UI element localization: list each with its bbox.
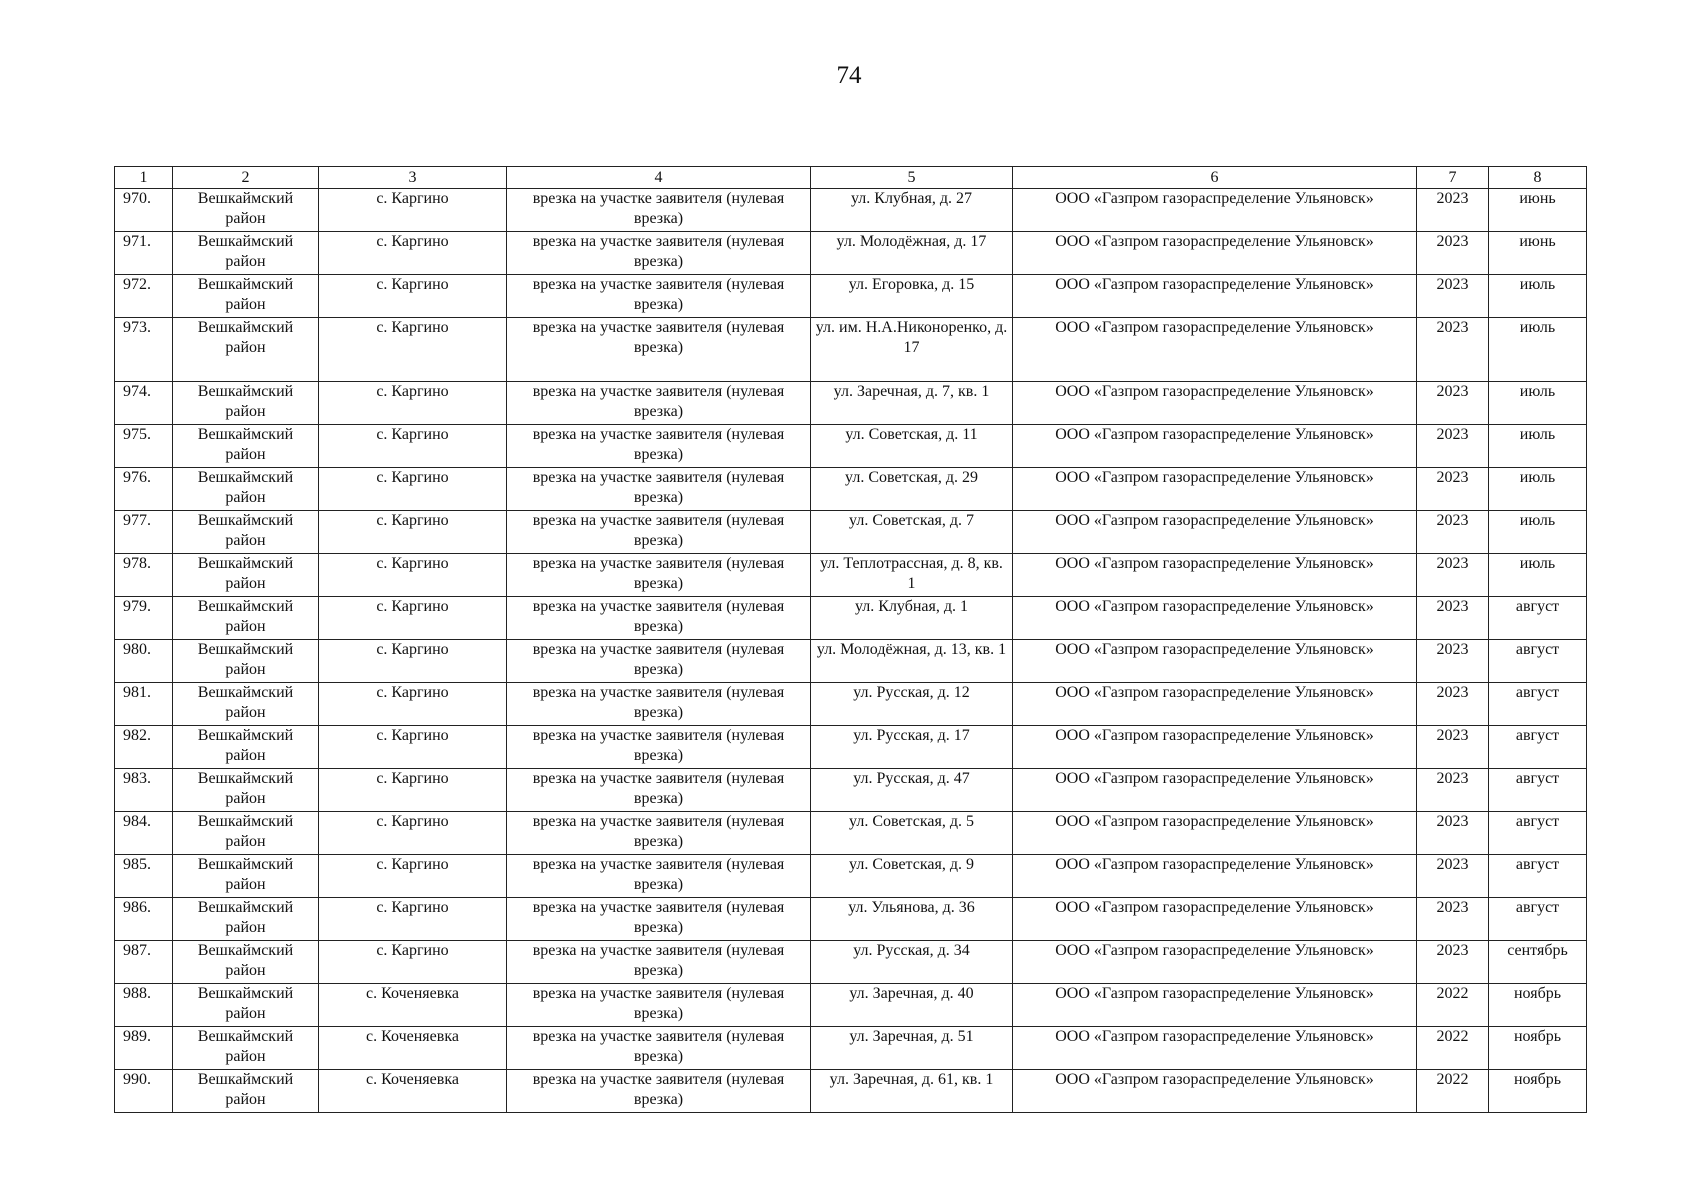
table-row — [115, 318, 1587, 382]
organization-cell: ООО «Газпром газораспределение Ульяновск» — [1013, 232, 1417, 275]
address-cell: ул. Теплотрассная, д. 8, кв. 1 — [811, 554, 1013, 597]
table-row — [115, 941, 1587, 984]
village-cell: с. Коченяевка — [319, 984, 507, 1027]
district-cell: Вешкаймский район — [173, 726, 319, 769]
row-number: 976. — [115, 468, 173, 511]
organization-cell: ООО «Газпром газораспределение Ульяновск» — [1013, 812, 1417, 855]
district-cell: Вешкаймский район — [173, 984, 319, 1027]
organization-cell: ООО «Газпром газораспределение Ульяновск» — [1013, 640, 1417, 683]
table-row — [115, 1070, 1587, 1113]
address-cell: ул. Советская, д. 11 — [811, 425, 1013, 468]
district-cell: Вешкаймский район — [173, 640, 319, 683]
district-cell: Вешкаймский район — [173, 232, 319, 275]
year-cell: 2023 — [1417, 640, 1489, 683]
row-number: 983. — [115, 769, 173, 812]
organization-cell: ООО «Газпром газораспределение Ульяновск» — [1013, 554, 1417, 597]
month-cell: август — [1489, 640, 1587, 683]
organization-cell: ООО «Газпром газораспределение Ульяновск» — [1013, 1027, 1417, 1070]
month-cell: август — [1489, 726, 1587, 769]
row-number: 985. — [115, 855, 173, 898]
work-type-cell: врезка на участке заявителя (нулевая врезка) — [507, 189, 811, 232]
column-header: 2 — [173, 167, 319, 189]
month-cell: июнь — [1489, 232, 1587, 275]
work-type-cell: врезка на участке заявителя (нулевая врезка) — [507, 382, 811, 425]
table-row — [115, 812, 1587, 855]
month-cell: июль — [1489, 318, 1587, 382]
organization-cell: ООО «Газпром газораспределение Ульяновск» — [1013, 189, 1417, 232]
year-cell: 2023 — [1417, 554, 1489, 597]
village-cell: с. Каргино — [319, 941, 507, 984]
address-cell: ул. Заречная, д. 61, кв. 1 — [811, 1070, 1013, 1113]
month-cell: август — [1489, 769, 1587, 812]
work-type-cell: врезка на участке заявителя (нулевая врезка) — [507, 683, 811, 726]
month-cell: август — [1489, 855, 1587, 898]
address-cell: ул. Ульянова, д. 36 — [811, 898, 1013, 941]
village-cell: с. Каргино — [319, 425, 507, 468]
district-cell: Вешкаймский район — [173, 1027, 319, 1070]
table-row — [115, 511, 1587, 554]
year-cell: 2023 — [1417, 275, 1489, 318]
organization-cell: ООО «Газпром газораспределение Ульяновск» — [1013, 275, 1417, 318]
row-number: 984. — [115, 812, 173, 855]
month-cell: июль — [1489, 554, 1587, 597]
year-cell: 2023 — [1417, 468, 1489, 511]
organization-cell: ООО «Газпром газораспределение Ульяновск» — [1013, 726, 1417, 769]
address-cell: ул. Молодёжная, д. 17 — [811, 232, 1013, 275]
column-header: 3 — [319, 167, 507, 189]
table-row — [115, 726, 1587, 769]
year-cell: 2022 — [1417, 1070, 1489, 1113]
district-cell: Вешкаймский район — [173, 189, 319, 232]
table-row — [115, 1027, 1587, 1070]
village-cell: с. Каргино — [319, 769, 507, 812]
work-type-cell: врезка на участке заявителя (нулевая врезка) — [507, 232, 811, 275]
work-type-cell: врезка на участке заявителя (нулевая врезка) — [507, 984, 811, 1027]
table-row — [115, 275, 1587, 318]
month-cell: июнь — [1489, 189, 1587, 232]
month-cell: ноябрь — [1489, 984, 1587, 1027]
row-number: 986. — [115, 898, 173, 941]
work-type-cell: врезка на участке заявителя (нулевая врезка) — [507, 1070, 811, 1113]
work-type-cell: врезка на участке заявителя (нулевая врезка) — [507, 511, 811, 554]
district-cell: Вешкаймский район — [173, 898, 319, 941]
work-type-cell: врезка на участке заявителя (нулевая врезка) — [507, 726, 811, 769]
organization-cell: ООО «Газпром газораспределение Ульяновск» — [1013, 683, 1417, 726]
work-type-cell: врезка на участке заявителя (нулевая врезка) — [507, 554, 811, 597]
village-cell: с. Каргино — [319, 726, 507, 769]
district-cell: Вешкаймский район — [173, 941, 319, 984]
year-cell: 2023 — [1417, 683, 1489, 726]
work-type-cell: врезка на участке заявителя (нулевая врезка) — [507, 941, 811, 984]
table-row — [115, 683, 1587, 726]
district-cell: Вешкаймский район — [173, 855, 319, 898]
row-number: 979. — [115, 597, 173, 640]
year-cell: 2023 — [1417, 189, 1489, 232]
district-cell: Вешкаймский район — [173, 812, 319, 855]
organization-cell: ООО «Газпром газораспределение Ульяновск» — [1013, 898, 1417, 941]
table-row — [115, 382, 1587, 425]
organization-cell: ООО «Газпром газораспределение Ульяновск» — [1013, 941, 1417, 984]
district-cell: Вешкаймский район — [173, 1070, 319, 1113]
village-cell: с. Каргино — [319, 640, 507, 683]
column-header: 1 — [115, 167, 173, 189]
village-cell: с. Коченяевка — [319, 1027, 507, 1070]
district-cell: Вешкаймский район — [173, 275, 319, 318]
month-cell: июль — [1489, 468, 1587, 511]
row-number: 980. — [115, 640, 173, 683]
work-type-cell: врезка на участке заявителя (нулевая врезка) — [507, 812, 811, 855]
address-cell: ул. Русская, д. 12 — [811, 683, 1013, 726]
table-row — [115, 232, 1587, 275]
table-row — [115, 554, 1587, 597]
district-cell: Вешкаймский район — [173, 425, 319, 468]
year-cell: 2023 — [1417, 318, 1489, 382]
row-number: 974. — [115, 382, 173, 425]
organization-cell: ООО «Газпром газораспределение Ульяновск» — [1013, 382, 1417, 425]
address-cell: ул. Советская, д. 5 — [811, 812, 1013, 855]
address-cell: ул. Советская, д. 29 — [811, 468, 1013, 511]
month-cell: ноябрь — [1489, 1070, 1587, 1113]
work-type-cell: врезка на участке заявителя (нулевая врезка) — [507, 597, 811, 640]
address-cell: ул. Клубная, д. 1 — [811, 597, 1013, 640]
month-cell: июль — [1489, 275, 1587, 318]
month-cell: август — [1489, 812, 1587, 855]
column-header: 8 — [1489, 167, 1587, 189]
work-type-cell: врезка на участке заявителя (нулевая врезка) — [507, 898, 811, 941]
village-cell: с. Каргино — [319, 511, 507, 554]
address-cell: ул. Русская, д. 34 — [811, 941, 1013, 984]
address-cell: ул. им. Н.А.Никоноренко, д. 17 — [811, 318, 1013, 382]
address-cell: ул. Русская, д. 47 — [811, 769, 1013, 812]
header-row — [115, 167, 1587, 189]
column-header: 4 — [507, 167, 811, 189]
year-cell: 2023 — [1417, 425, 1489, 468]
year-cell: 2023 — [1417, 941, 1489, 984]
table-row — [115, 984, 1587, 1027]
village-cell: с. Каргино — [319, 554, 507, 597]
village-cell: с. Каргино — [319, 855, 507, 898]
month-cell: июль — [1489, 425, 1587, 468]
year-cell: 2022 — [1417, 984, 1489, 1027]
organization-cell: ООО «Газпром газораспределение Ульяновск» — [1013, 425, 1417, 468]
address-cell: ул. Клубная, д. 27 — [811, 189, 1013, 232]
month-cell: ноябрь — [1489, 1027, 1587, 1070]
village-cell: с. Каргино — [319, 189, 507, 232]
village-cell: с. Каргино — [319, 232, 507, 275]
district-cell: Вешкаймский район — [173, 318, 319, 382]
row-number: 971. — [115, 232, 173, 275]
district-cell: Вешкаймский район — [173, 554, 319, 597]
organization-cell: ООО «Газпром газораспределение Ульяновск» — [1013, 1070, 1417, 1113]
column-header: 5 — [811, 167, 1013, 189]
work-type-cell: врезка на участке заявителя (нулевая врезка) — [507, 318, 811, 382]
month-cell: июль — [1489, 511, 1587, 554]
month-cell: сентябрь — [1489, 941, 1587, 984]
page-number: 74 — [836, 62, 862, 89]
address-cell: ул. Русская, д. 17 — [811, 726, 1013, 769]
organization-cell: ООО «Газпром газораспределение Ульяновск» — [1013, 855, 1417, 898]
village-cell: с. Каргино — [319, 683, 507, 726]
address-cell: ул. Егоровка, д. 15 — [811, 275, 1013, 318]
district-cell: Вешкаймский район — [173, 511, 319, 554]
year-cell: 2023 — [1417, 382, 1489, 425]
row-number: 988. — [115, 984, 173, 1027]
table-row — [115, 597, 1587, 640]
year-cell: 2023 — [1417, 898, 1489, 941]
village-cell: с. Каргино — [319, 275, 507, 318]
row-number: 972. — [115, 275, 173, 318]
year-cell: 2023 — [1417, 232, 1489, 275]
table-row — [115, 189, 1587, 232]
row-number: 978. — [115, 554, 173, 597]
village-cell: с. Каргино — [319, 812, 507, 855]
work-type-cell: врезка на участке заявителя (нулевая врезка) — [507, 468, 811, 511]
district-cell: Вешкаймский район — [173, 382, 319, 425]
row-number: 970. — [115, 189, 173, 232]
organization-cell: ООО «Газпром газораспределение Ульяновск» — [1013, 318, 1417, 382]
work-type-cell: врезка на участке заявителя (нулевая врезка) — [507, 425, 811, 468]
table-row — [115, 898, 1587, 941]
year-cell: 2022 — [1417, 1027, 1489, 1070]
work-type-cell: врезка на участке заявителя (нулевая врезка) — [507, 769, 811, 812]
work-type-cell: врезка на участке заявителя (нулевая врезка) — [507, 640, 811, 683]
address-cell: ул. Советская, д. 7 — [811, 511, 1013, 554]
village-cell: с. Каргино — [319, 382, 507, 425]
address-cell: ул. Молодёжная, д. 13, кв. 1 — [811, 640, 1013, 683]
year-cell: 2023 — [1417, 812, 1489, 855]
data-table — [114, 166, 1587, 1113]
address-cell: ул. Заречная, д. 7, кв. 1 — [811, 382, 1013, 425]
row-number: 989. — [115, 1027, 173, 1070]
table-row — [115, 855, 1587, 898]
table-row — [115, 468, 1587, 511]
district-cell: Вешкаймский район — [173, 683, 319, 726]
row-number: 973. — [115, 318, 173, 382]
month-cell: август — [1489, 597, 1587, 640]
year-cell: 2023 — [1417, 597, 1489, 640]
organization-cell: ООО «Газпром газораспределение Ульяновск» — [1013, 511, 1417, 554]
row-number: 977. — [115, 511, 173, 554]
village-cell: с. Каргино — [319, 468, 507, 511]
organization-cell: ООО «Газпром газораспределение Ульяновск» — [1013, 984, 1417, 1027]
address-cell: ул. Заречная, д. 40 — [811, 984, 1013, 1027]
row-number: 987. — [115, 941, 173, 984]
year-cell: 2023 — [1417, 511, 1489, 554]
district-cell: Вешкаймский район — [173, 468, 319, 511]
row-number: 981. — [115, 683, 173, 726]
year-cell: 2023 — [1417, 726, 1489, 769]
work-type-cell: врезка на участке заявителя (нулевая врезка) — [507, 1027, 811, 1070]
year-cell: 2023 — [1417, 855, 1489, 898]
district-cell: Вешкаймский район — [173, 769, 319, 812]
village-cell: с. Каргино — [319, 597, 507, 640]
district-cell: Вешкаймский район — [173, 597, 319, 640]
table-row — [115, 640, 1587, 683]
address-cell: ул. Советская, д. 9 — [811, 855, 1013, 898]
column-header: 7 — [1417, 167, 1489, 189]
address-cell: ул. Заречная, д. 51 — [811, 1027, 1013, 1070]
month-cell: август — [1489, 898, 1587, 941]
village-cell: с. Коченяевка — [319, 1070, 507, 1113]
year-cell: 2023 — [1417, 769, 1489, 812]
table-row — [115, 769, 1587, 812]
month-cell: июль — [1489, 382, 1587, 425]
row-number: 990. — [115, 1070, 173, 1113]
village-cell: с. Каргино — [319, 318, 507, 382]
column-header: 6 — [1013, 167, 1417, 189]
row-number: 975. — [115, 425, 173, 468]
month-cell: август — [1489, 683, 1587, 726]
work-type-cell: врезка на участке заявителя (нулевая врезка) — [507, 855, 811, 898]
row-number: 982. — [115, 726, 173, 769]
organization-cell: ООО «Газпром газораспределение Ульяновск» — [1013, 597, 1417, 640]
organization-cell: ООО «Газпром газораспределение Ульяновск» — [1013, 769, 1417, 812]
work-type-cell: врезка на участке заявителя (нулевая врезка) — [507, 275, 811, 318]
table-row — [115, 425, 1587, 468]
organization-cell: ООО «Газпром газораспределение Ульяновск» — [1013, 468, 1417, 511]
village-cell: с. Каргино — [319, 898, 507, 941]
